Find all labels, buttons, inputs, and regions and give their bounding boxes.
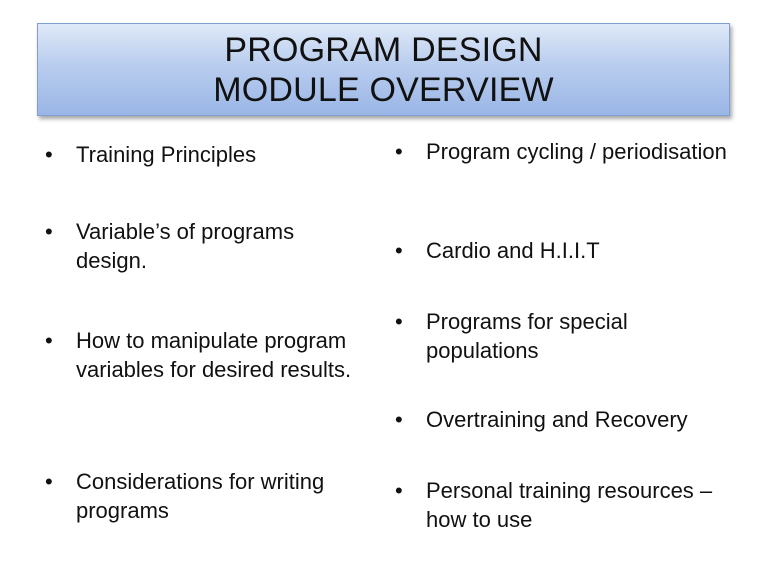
- bullet-text: Personal training resources – how to use: [426, 478, 713, 532]
- bullet-item: [390, 236, 735, 265]
- bullet-icon: •: [45, 328, 53, 353]
- bullet-item: [40, 140, 370, 169]
- bullet-text: Variable’s of programs design.: [76, 219, 295, 273]
- bullet-text: Training Principles: [76, 142, 257, 167]
- bullet-icon: •: [395, 478, 403, 503]
- bullet-item: [390, 307, 735, 365]
- bullet-icon: •: [45, 142, 53, 167]
- bullet-item: [390, 405, 735, 434]
- bullet-icon: •: [45, 219, 53, 244]
- bullet-icon: •: [45, 469, 53, 494]
- slide-title-box: [37, 23, 730, 116]
- bullet-icon: •: [395, 139, 403, 164]
- slide-title-line-2: MODULE OVERVIEW: [213, 70, 554, 109]
- bullet-item: [40, 326, 370, 384]
- bullet-text: Program cycling / periodisation: [426, 139, 727, 164]
- bullet-item: [40, 467, 370, 525]
- bullet-text: Programs for special populations: [426, 309, 628, 363]
- slide-title-line-1: PROGRAM DESIGN: [224, 30, 543, 69]
- bullet-text: Overtraining and Recovery: [426, 407, 688, 432]
- bullet-item: [390, 137, 735, 166]
- bullet-icon: •: [395, 407, 403, 432]
- bullet-item: [40, 217, 370, 275]
- bullet-text: How to manipulate program variables for desired results.: [76, 328, 352, 382]
- bullet-icon: •: [395, 238, 403, 263]
- bullet-text: Cardio and H.I.I.T: [426, 238, 600, 263]
- bullet-text: Considerations for writing programs: [76, 469, 325, 523]
- bullet-icon: •: [395, 309, 403, 334]
- bullet-item: [390, 476, 735, 534]
